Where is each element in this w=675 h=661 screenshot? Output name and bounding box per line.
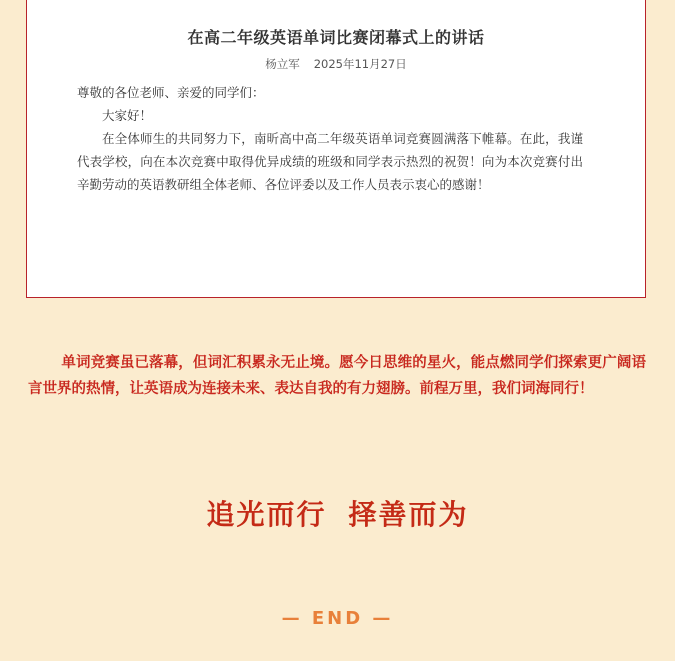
speech-salutation: 尊敬的各位老师、亲爱的同学们： xyxy=(77,85,265,100)
slogan xyxy=(0,493,675,533)
speech-meta xyxy=(27,56,645,72)
speech-date: 2025年11月27日 xyxy=(313,57,407,71)
end-mark: — END — xyxy=(281,608,394,629)
speech-paragraph: 在全体师生的共同努力下，南昕高中高二年级英语单词竞赛圆满落下帷幕。在此，我谨代表学校，向在本次竞赛中取得优异成绩的班级和同学表示热烈的祝贺！向为本次竞赛付出辛勤劳动的英语教研组全体老师、各位评委以及工作人员表示衷心的感谢！ xyxy=(77,131,583,192)
slogan-part-2: 择善而为 xyxy=(348,498,469,531)
speech-body[interactable] xyxy=(77,81,583,227)
speech-title: 在高二年级英语单词比赛闭幕式上的讲话 xyxy=(187,28,485,47)
slogan-part-1: 追光而行 xyxy=(206,498,327,531)
speech-card xyxy=(26,0,646,298)
speech-greeting: 大家好！ xyxy=(102,108,153,123)
closing-paragraph: 单词竞赛虽已落幕，但词汇积累永无止境。愿今日思维的星火，能点燃同学们探索更广阔语言世界的热情，让英语成为连接未来、表达自我的有力翅膀。前程万里，我们词海同行！ xyxy=(28,355,646,397)
speech-author: 杨立军 xyxy=(265,57,300,71)
